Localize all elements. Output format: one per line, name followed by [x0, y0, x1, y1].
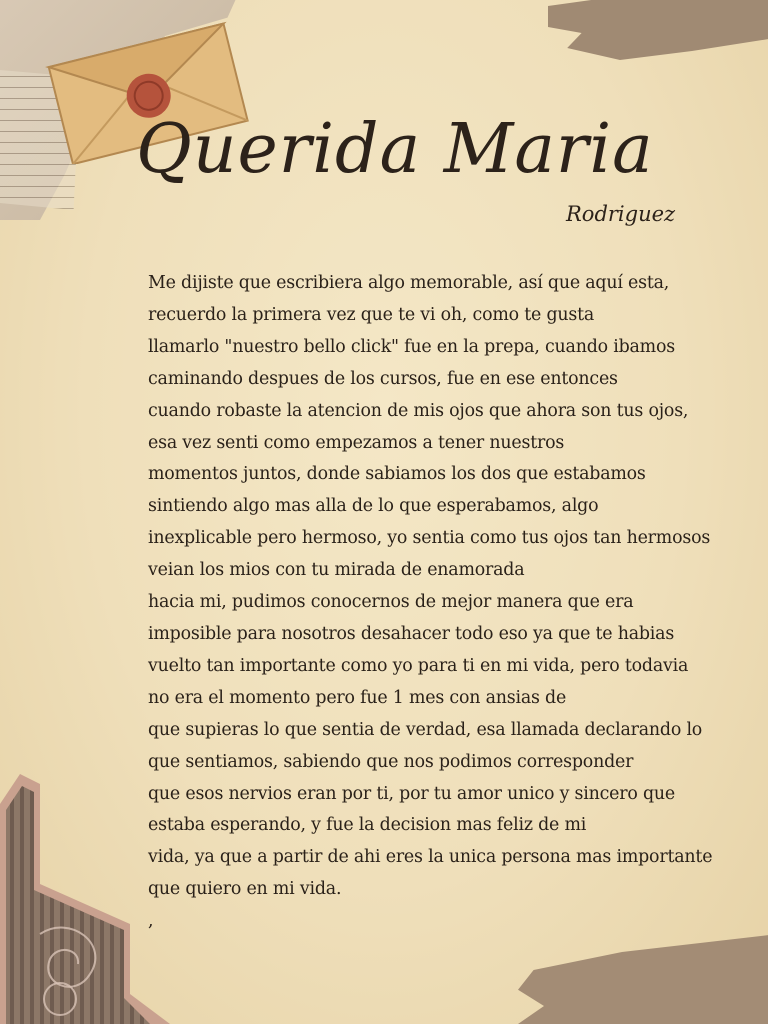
letter-line: esa vez senti como empezamos a tener nuestros: [148, 432, 565, 453]
letter-line: cuando robaste la atencion de mis ojos que ahora son tus ojos,: [148, 400, 689, 421]
letter-line: caminando despues de los cursos, fue en ese entonces: [148, 368, 618, 389]
letter-line: estaba esperando, y fue la decision mas feliz de mi: [148, 815, 587, 836]
letter-line: no era el momento pero fue 1 mes con ansias de: [148, 687, 567, 708]
letter-title: Querida Maria: [136, 110, 654, 189]
letter-line: inexplicable pero hermoso, yo sentia como tus ojos tan hermosos: [148, 528, 711, 549]
letter-line: recuerdo la primera vez que te vi oh, como te gusta: [148, 304, 595, 325]
letter-line: veian los mios con tu mirada de enamorada: [148, 560, 525, 581]
letter-subtitle: Rodriguez: [566, 202, 676, 226]
letter-line: hacia mi, pudimos conocernos de mejor manera que era: [148, 592, 634, 613]
letter-line: momentos juntos, donde sabiamos los dos que estabamos: [148, 464, 646, 485]
letter-line: llamarlo "nuestro bello click" fue en la prepa, cuando ibamos: [148, 336, 675, 357]
letter-line: sintiendo algo mas alla de lo que esperabamos, algo: [148, 496, 599, 517]
letter-body: [148, 268, 753, 938]
letter-line: vida, ya que a partir de ahi eres la unica persona mas importante: [148, 847, 713, 868]
letter-line: imposible para nosotros desahacer todo eso ya que te habias: [148, 623, 675, 644]
letter-line: que esos nervios eran por ti, por tu amor unico y sincero que: [148, 783, 675, 804]
brush-stroke-top-decoration: [548, 0, 768, 60]
letter-line: que quiero en mi vida.: [148, 879, 342, 900]
letter-line: que sentiamos, sabiendo que nos podimos corresponder: [148, 751, 634, 772]
letter-line: ,: [148, 911, 154, 932]
letter-line: vuelto tan importante como yo para ti en mi vida, pero todavia: [148, 655, 689, 676]
letter-line: Me dijiste que escribiera algo memorable, así que aquí esta,: [148, 273, 670, 293]
brush-stroke-bottom-decoration: [518, 934, 768, 1024]
letter-line: que supieras lo que sentia de verdad, esa llamada declarando lo: [148, 719, 703, 740]
